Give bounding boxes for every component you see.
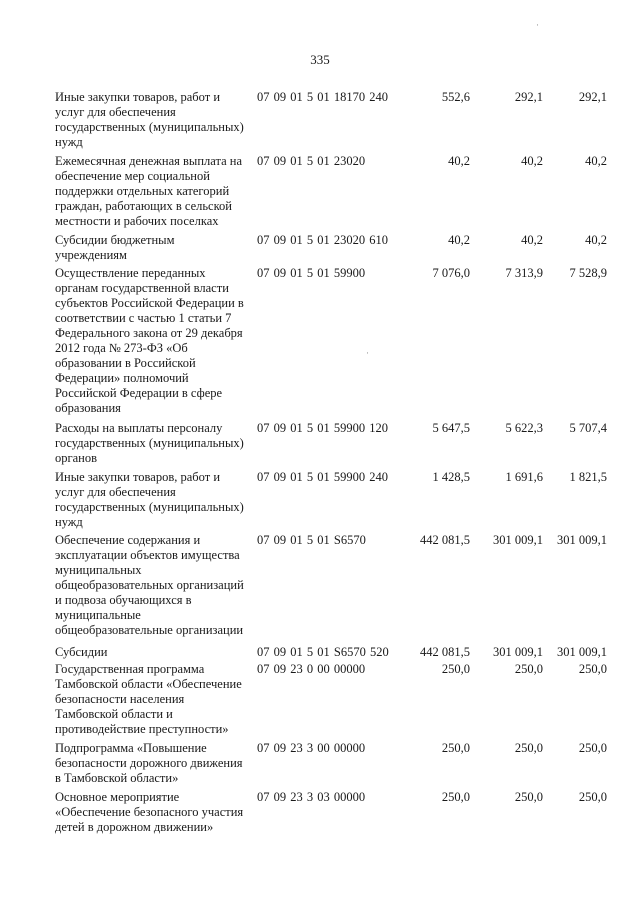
row-name [55, 421, 255, 466]
row-name-line: соответствии с частью 1 статьи 7 [55, 311, 232, 325]
row-name-line: Российской Федерации в сфере [55, 386, 223, 400]
row-name-line: граждан, работающих в сельской [55, 199, 232, 213]
row-name-line: Субсидии [55, 645, 108, 659]
row-name [55, 645, 255, 660]
row-value-1: 40,2 [448, 154, 470, 168]
row-code: 07 09 01 5 01 S6570 [257, 533, 366, 547]
row-code: 07 09 23 0 00 00000 [257, 662, 366, 676]
row-name-line: муниципальные [55, 608, 141, 622]
row-name-line: Тамбовской области и [55, 707, 173, 721]
row-value-2: 292,1 [514, 90, 543, 104]
row-name-line: детей в дорожном движении» [55, 820, 214, 834]
row-name-line: органов [55, 451, 98, 465]
row-name-line: «Обеспечение безопасного участия [55, 805, 244, 819]
row-name-line: Иные закупки товаров, работ и [55, 470, 221, 484]
page-number: 335 [310, 52, 330, 67]
row-name-line: Субсидии бюджетным [55, 233, 175, 247]
row-name-line: образовании в Российской [55, 356, 196, 370]
row-name-line: субъектов Российской Федерации в [55, 296, 244, 310]
row-code: 07 09 01 5 01 18170 240 [257, 90, 388, 104]
row-name-line: 2012 года № 273-ФЗ «Об [55, 341, 188, 355]
row-name [55, 266, 255, 416]
row-code: 07 09 23 3 00 00000 [257, 741, 366, 755]
row-value-3: 301 009,1 [557, 533, 607, 547]
row-name-line: общеобразовательные организации [55, 623, 244, 637]
row-name-line: услуг для обеспечения [55, 105, 176, 119]
row-value-1: 40,2 [448, 233, 470, 247]
row-code: 07 09 23 3 03 00000 [257, 790, 366, 804]
row-name-line: местности и рабочих поселках [55, 214, 219, 228]
row-name [55, 662, 255, 737]
row-value-2: 7 313,9 [505, 266, 543, 280]
row-name-line: Государственная программа [55, 662, 205, 676]
row-code: 07 09 01 5 01 23020 [257, 154, 366, 168]
row-value-1: 250,0 [441, 662, 470, 676]
row-name-line: Тамбовской области «Обеспечение [55, 677, 242, 691]
row-value-3: 301 009,1 [557, 645, 607, 659]
row-name-line: государственных (муниципальных) [55, 500, 244, 514]
row-code: 07 09 01 5 01 59900 240 [257, 470, 388, 484]
row-name-line: безопасности дорожного движения [55, 756, 243, 770]
row-name-line: Федерации» полномочий [55, 371, 189, 385]
row-name-line: Иные закупки товаров, работ и [55, 90, 221, 104]
row-value-1: 1 428,5 [432, 470, 470, 484]
row-value-3: 5 707,4 [569, 421, 607, 435]
row-value-2: 250,0 [514, 790, 543, 804]
row-value-2: 1 691,6 [505, 470, 543, 484]
row-value-3: 7 528,9 [569, 266, 607, 280]
row-value-3: 292,1 [578, 90, 607, 104]
row-name [55, 470, 255, 530]
row-name [55, 741, 255, 786]
row-name-line: нужд [55, 135, 83, 149]
row-value-1: 7 076,0 [432, 266, 470, 280]
row-value-3: 250,0 [578, 741, 607, 755]
row-name-line: государственных (муниципальных) [55, 436, 244, 450]
row-name-line: муниципальных [55, 563, 142, 577]
row-value-3: 40,2 [585, 154, 607, 168]
row-code: 07 09 01 5 01 59900 [257, 266, 366, 280]
row-name-line: безопасности населения [55, 692, 185, 706]
row-name-line: Осуществление переданных [55, 266, 206, 280]
row-value-3: 40,2 [585, 233, 607, 247]
row-name-line: обеспечение мер социальной [55, 169, 210, 183]
row-value-2: 5 622,3 [505, 421, 543, 435]
row-name [55, 90, 255, 150]
row-name-line: органам государственной власти [55, 281, 229, 295]
row-value-1: 442 081,5 [420, 645, 470, 659]
scan-speck: · [366, 348, 369, 358]
row-value-2: 250,0 [514, 741, 543, 755]
row-name-line: эксплуатации объектов имущества [55, 548, 240, 562]
row-name [55, 233, 255, 263]
row-name-line: Ежемесячная денежная выплата на [55, 154, 242, 168]
row-value-1: 250,0 [441, 741, 470, 755]
scan-speck: · [536, 20, 539, 30]
row-name-line: противодействие преступности» [55, 722, 229, 736]
row-value-1: 5 647,5 [432, 421, 470, 435]
row-value-1: 442 081,5 [420, 533, 470, 547]
row-code: 07 09 01 5 01 23020 610 [257, 233, 388, 247]
row-code: 07 09 01 5 01 S6570 520 [257, 645, 389, 659]
row-value-1: 552,6 [441, 90, 470, 104]
row-name-line: Подпрограмма «Повышение [55, 741, 207, 755]
row-name-line: Обеспечение содержания и [55, 533, 201, 547]
row-name-line: нужд [55, 515, 83, 529]
row-value-3: 1 821,5 [569, 470, 607, 484]
row-code: 07 09 01 5 01 59900 120 [257, 421, 388, 435]
row-name [55, 790, 255, 835]
row-value-2: 40,2 [521, 233, 543, 247]
row-name-line: услуг для обеспечения [55, 485, 176, 499]
row-value-1: 250,0 [441, 790, 470, 804]
row-name-line: образования [55, 401, 121, 415]
row-value-3: 250,0 [578, 790, 607, 804]
row-name-line: учреждениям [55, 248, 127, 262]
row-name [55, 154, 255, 229]
row-name-line: общеобразовательных организаций [55, 578, 244, 592]
row-value-2: 301 009,1 [493, 533, 543, 547]
row-name-line: государственных (муниципальных) [55, 120, 244, 134]
row-name-line: в Тамбовской области» [55, 771, 179, 785]
row-name-line: поддержки отдельных категорий [55, 184, 230, 198]
row-name-line: Федерального закона от 29 декабря [55, 326, 243, 340]
row-value-2: 40,2 [521, 154, 543, 168]
row-value-2: 301 009,1 [493, 645, 543, 659]
row-value-2: 250,0 [514, 662, 543, 676]
row-name [55, 533, 255, 638]
row-name-line: и подвоза обучающихся в [55, 593, 192, 607]
row-name-line: Расходы на выплаты персоналу [55, 421, 223, 435]
row-name-line: Основное мероприятие [55, 790, 180, 804]
row-value-3: 250,0 [578, 662, 607, 676]
